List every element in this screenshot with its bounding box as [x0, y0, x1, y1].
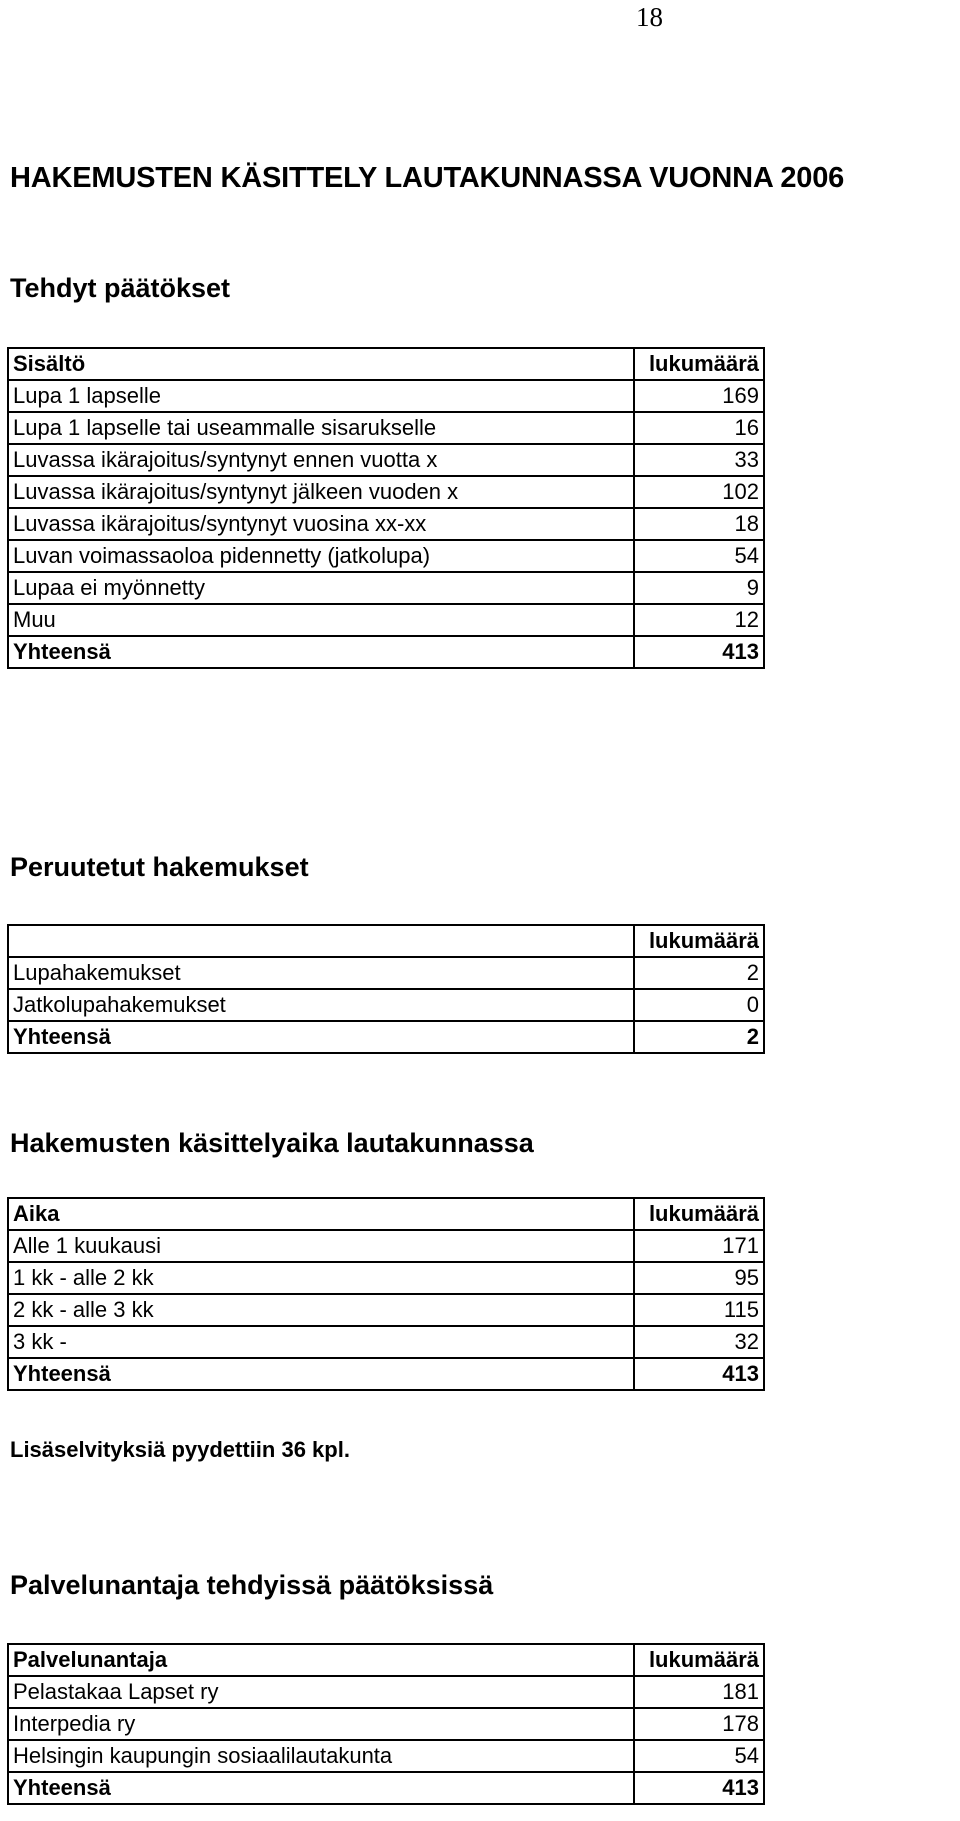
count-cell: 12 — [634, 604, 764, 636]
table-row — [8, 444, 764, 476]
table-row — [8, 1230, 764, 1262]
table-row — [8, 957, 764, 989]
count-cell: lukumäärä — [634, 925, 764, 957]
label-cell: Yhteensä — [8, 636, 634, 668]
label-cell: Yhteensä — [8, 1021, 634, 1053]
label-cell: Muu — [8, 604, 634, 636]
table-row — [8, 1676, 764, 1708]
count-cell: 171 — [634, 1230, 764, 1262]
label-cell: Luvassa ikärajoitus/syntynyt vuosina xx-xx — [8, 508, 634, 540]
decisions-table — [7, 347, 765, 669]
page-title: HAKEMUSTEN KÄSITTELY LAUTAKUNNASSA VUONNA 2006 — [10, 162, 845, 194]
table-row — [8, 604, 764, 636]
count-cell: lukumäärä — [634, 1644, 764, 1676]
count-cell: lukumäärä — [634, 1198, 764, 1230]
count-cell: 169 — [634, 380, 764, 412]
count-cell: 54 — [634, 1740, 764, 1772]
count-cell: 115 — [634, 1294, 764, 1326]
label-cell: Helsingin kaupungin sosiaalilautakunta — [8, 1740, 634, 1772]
processing-time-table — [7, 1197, 765, 1391]
table-row — [8, 476, 764, 508]
label-cell: Lupa 1 lapselle — [8, 380, 634, 412]
count-cell: 178 — [634, 1708, 764, 1740]
table-total-row — [8, 1358, 764, 1390]
section-heading-providers: Palvelunantaja tehdyissä päätöksissä — [10, 1570, 494, 1600]
table-header-row — [8, 925, 764, 957]
cancelled-table — [7, 924, 765, 1054]
count-cell: 95 — [634, 1262, 764, 1294]
label-cell: Interpedia ry — [8, 1708, 634, 1740]
count-cell: 16 — [634, 412, 764, 444]
count-cell: 9 — [634, 572, 764, 604]
table-header-row — [8, 348, 764, 380]
count-cell: 413 — [634, 1358, 764, 1390]
label-cell: 3 kk - — [8, 1326, 634, 1358]
section-heading-processing-time: Hakemusten käsittelyaika lautakunnassa — [10, 1128, 534, 1158]
table-total-row — [8, 1772, 764, 1804]
additional-info-note: Lisäselvityksiä pyydettiin 36 kpl. — [10, 1437, 350, 1462]
label-cell: Luvassa ikärajoitus/syntynyt jälkeen vuoden x — [8, 476, 634, 508]
count-cell: 413 — [634, 636, 764, 668]
page-number: 18 — [636, 2, 663, 32]
table-row — [8, 380, 764, 412]
table-row — [8, 572, 764, 604]
table-row — [8, 989, 764, 1021]
label-cell: Luvassa ikärajoitus/syntynyt ennen vuotta x — [8, 444, 634, 476]
label-cell: Lupahakemukset — [8, 957, 634, 989]
label-cell: 2 kk - alle 3 kk — [8, 1294, 634, 1326]
label-cell: Yhteensä — [8, 1358, 634, 1390]
label-cell: Alle 1 kuukausi — [8, 1230, 634, 1262]
count-cell: 32 — [634, 1326, 764, 1358]
label-cell: Aika — [8, 1198, 634, 1230]
label-cell: Pelastakaa Lapset ry — [8, 1676, 634, 1708]
providers-table — [7, 1643, 765, 1805]
count-cell: 2 — [634, 957, 764, 989]
count-cell: 102 — [634, 476, 764, 508]
count-cell: 54 — [634, 540, 764, 572]
table-row — [8, 1708, 764, 1740]
section-heading-decisions: Tehdyt päätökset — [10, 273, 231, 303]
label-cell: Sisältö — [8, 348, 634, 380]
table-header-row — [8, 1198, 764, 1230]
label-cell: Lupa 1 lapselle tai useammalle sisarukselle — [8, 412, 634, 444]
table-row — [8, 508, 764, 540]
section-heading-cancelled: Peruutetut hakemukset — [10, 852, 309, 882]
table-total-row — [8, 1021, 764, 1053]
table-row — [8, 1262, 764, 1294]
label-cell: Lupaa ei myönnetty — [8, 572, 634, 604]
table-row — [8, 1294, 764, 1326]
label-cell: Luvan voimassaoloa pidennetty (jatkolupa) — [8, 540, 634, 572]
count-cell: 413 — [634, 1772, 764, 1804]
count-cell: 181 — [634, 1676, 764, 1708]
label-cell: 1 kk - alle 2 kk — [8, 1262, 634, 1294]
table-row — [8, 412, 764, 444]
count-cell: 0 — [634, 989, 764, 1021]
table-row — [8, 1326, 764, 1358]
label-cell: Jatkolupahakemukset — [8, 989, 634, 1021]
table-row — [8, 1740, 764, 1772]
label-cell: Yhteensä — [8, 1772, 634, 1804]
label-cell: Palvelunantaja — [8, 1644, 634, 1676]
count-cell: 33 — [634, 444, 764, 476]
label-cell — [8, 925, 634, 957]
count-cell: lukumäärä — [634, 348, 764, 380]
count-cell: 18 — [634, 508, 764, 540]
table-header-row — [8, 1644, 764, 1676]
table-row — [8, 540, 764, 572]
table-total-row — [8, 636, 764, 668]
count-cell: 2 — [634, 1021, 764, 1053]
